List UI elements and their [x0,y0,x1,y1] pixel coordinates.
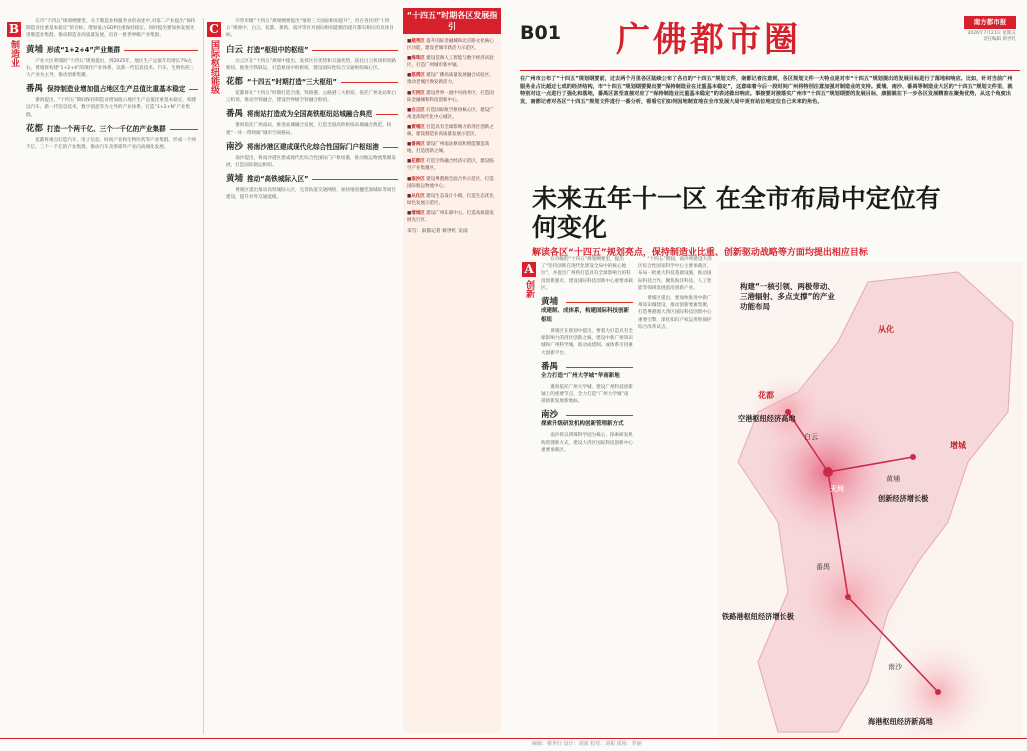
innovation-node [910,454,916,460]
subsection-heading [226,110,398,119]
sidebar-text: 打造具有全球影响力的湾区创新之核，建设制造业高质量发展示范区。 [407,124,494,138]
seaport-node [935,689,941,695]
subsection [226,78,398,104]
subsection [26,85,198,119]
column-intro: 在市“十四五”规划纲要里，关于制造业和服务业的表述中,对第二产业提出“保持制造业比重基本稳定”的目标，增加值占GDP比重保持稳定。同时提出要加快发展先进制造业集群，推动制造业高质量发展，培育一批世界级产业集群。 [26,19,196,39]
column-text: “十四五”期间，南沙将建设大湾区综合性国家科学中心主要承载区，布局一批重大科技基础设施，推动国际科技合作，聚焦海洋科技、人工智能等领域发展前沿创新产业。 [638,257,712,291]
subsection-heading [226,46,398,55]
map-label-zengcheng: 增城 [950,441,966,450]
map-label-nansha: 南沙 [888,663,902,671]
district-name: 黄埔 [541,297,559,308]
map-label-baiyun: 白云 [804,433,818,441]
subsection-title: 保持制造业增加值占地区生产总值比重基本稳定 [47,85,186,94]
section-letter: A [522,262,536,277]
sidebar-item: ■天河区 建设世界一流中央商务区，打造国际金融城和科技创新中心。 [407,90,494,103]
section-badge-a [522,262,536,298]
subsection-title: 全力打造“广州大学城”华南新地 [541,372,620,379]
subsection-text: 番禺提出，“十四五”期间保持制造业增加值占地区生产总值比重基本稳定，构建以汽车、新一代信息技术、数字创意等为主导的产业体系，打造“1+2+N”产业集群。 [26,98,197,118]
subsection-text: 白云区在“十四五”规划中提出，发挥区位优势和交通优势，依托白云机场和铁路枢纽，推进空铁联运，打造枢纽中的枢纽，建设国际性综合交通枢纽核心区。 [226,58,397,71]
sidebar-heading: “十四五”时期各区发展指引 [403,8,501,34]
subsection [541,298,633,357]
sidebar-district: 白云区 [411,107,425,113]
district-name: 南沙 [541,410,559,421]
map-label-innovation-pole: 创新经济增长极 [878,494,929,503]
column-text: 黄埔区提出，要加快推进中新广州知识城建设，推动创新要素集聚，打造粤港澳大湾区国际科技创新中心重要引擎，深化知识产权运用和保护综合改革试点。 [638,296,712,330]
district-name: 南沙 [226,141,244,152]
sidebar-text: 建设世界一流中央商务区，打造国际金融城和科技创新中心。 [407,90,494,103]
subsection-heading [26,85,198,94]
subsection-text: 番禺依托广州大学城，建设广州科技创新轴上的重要节点，全力打造“广州大学城”南部创新发展新地标。 [541,384,633,405]
map-label-airport-hub: 空港枢纽经济高地 [738,414,796,423]
sub-headline: 解读各区“十四五”规划亮点，保持制造业比重、创新驱动战略等方面均提出相应目标 [532,248,868,258]
sidebar-district: 番禺区 [411,142,425,148]
masthead [520,8,1020,68]
sidebar-item: ■番禺区 建设广州南站枢纽和智能制造高地，打造创新之城。 [407,142,490,155]
subsection-text: 黄埔区在规划中提出，要着力打造具有全球影响力的湾区创新之核，建设中新广州知识城和广州科学城，推动成建制、成体系引进重大创新平台。 [541,329,633,356]
subsection-heading [26,125,198,134]
map-label-tianhe: 天河 [830,485,844,493]
sidebar-item: ■白云区 打造国际航空枢纽核心区，建设广州北部现代化中心城区。 [407,107,494,120]
sidebar-text: 建设粤港澳全面合作示范区，打造国际航运物流中心。 [407,176,494,189]
sidebar-text: 建设广州东部中心，打造高质量发展先行区。 [407,210,494,223]
sidebar-district: 南沙区 [411,176,425,182]
district-name: 番禺 [26,84,44,95]
district-name: 花都 [26,123,44,134]
newspaper-logo: 南方都市报 [964,16,1016,29]
subsection [226,46,398,72]
sidebar-body [403,34,501,239]
industry-layout-map [718,262,1023,737]
map-label-seaport-hub: 海港枢纽经济新高地 [868,717,933,726]
sidebar-text: 打造空铁融合经济示范区，建设临空产业集聚区。 [407,159,494,172]
subsection [226,110,398,136]
subsection-title: “十四五”时期打造“三大枢纽” [247,78,337,87]
subsection [541,411,633,454]
sidebar-text: 建设广州南站枢纽和智能制造高地，打造创新之城。 [407,142,490,155]
sidebar-item: ■花都区 打造空铁融合经济示范区，建设临空产业集聚区。 [407,159,494,172]
district-name: 黄埔 [26,44,44,55]
sidebar-item: ■黄埔区 打造具有全球影响力的湾区创新之核，建设制造业高质量发展示范区。 [407,124,494,138]
subsection-heading [541,298,633,325]
subsection-text: 花都将重点打造汽车、电子信息、时尚产业和生物医药等产业集群，形成一个两千亿、三个一千亿的产业集群，推动汽车及零部件产业向高端化发展。 [26,137,196,151]
issue-meta [956,31,1016,43]
sidebar-byline: 采写：南都记者 蔡世红 吴雨 [407,229,468,235]
subsection-title: 探索升级研发机构创新管理新方式 [541,421,624,428]
subsection [226,143,398,169]
sidebar-district: 越秀区 [411,39,425,44]
subsection-title: 推动“高铁城际入区” [247,175,309,184]
subsection [541,363,633,406]
subsection-heading [541,363,633,381]
column-manufacturing [26,18,198,154]
subsection-text: 花都将在“十四五”时期打造空港、铁路港、公路港三大枢纽，依托广州北站和白云机场，推动空铁融合，建设世界级空铁融合枢纽。 [226,91,397,104]
subsection [26,125,198,151]
district-name: 黄埔 [226,174,244,185]
subsection-heading [26,46,198,55]
sidebar-item: ■海珠区 建设琶洲人工智能与数字经济试验区，打造广州城市新中轴。 [407,56,494,69]
map-graphic [718,262,1023,737]
map-label-huangpu: 黄埔 [886,475,900,483]
sidebar-text: 打造国际航空枢纽核心区，建设广州北部现代化中心城区。 [407,107,494,120]
page-footer [0,738,1027,751]
sidebar-text: 建设生态设计小镇，打造生态优先绿色发展示范区。 [407,193,494,206]
section-name: 创新 [524,280,534,298]
subsection-title: 打造“枢纽中的枢纽” [247,45,309,54]
map-label-panyu: 番禺 [816,563,830,571]
column-hub [226,18,398,205]
column-intro: 尽管市级“十四五”规划纲要提出“推进三大国际枢纽提升”，但在各区的“十四五”规划中，白云、花都、番禺、南沙等区对国际枢纽能级的提升都有相应的具体目标。 [226,19,394,39]
map-label-huadu: 花都 [758,391,774,400]
district-name: 番禺 [541,361,559,372]
column-innovation [541,256,633,457]
district-name: 番禺 [226,109,244,120]
column-innovation-continued [638,256,714,334]
core-node [823,467,833,477]
sidebar-district: 荔湾区 [411,73,425,79]
subsection-title: 形成“1+2+4”产业集群 [47,45,121,54]
issue-editor: 责任编辑 蔡世红 [983,37,1016,42]
headline: 未来五年十一区 在全市布局中定位有何变化 [532,184,941,242]
sidebar-district: 增城区 [411,210,425,216]
sidebar-text: 建设琶洲人工智能与数字经济试验区，打造广州城市新中轴。 [407,56,494,69]
subsection-text: 番禺依托广州南站，推进站城融合发展，打造全国高铁枢纽站城融合典范，构建“一环一带两廊”城市空间格局。 [226,123,392,136]
map-callout: 构建“一核引领、两极带动、三港辐射、多点支撑”的产业功能布局 [740,282,835,311]
section-name: 国际枢纽能级 [209,40,219,94]
map-label-rail-hub: 铁路港枢纽经济增长极 [722,612,794,621]
sidebar-text: 提升国际金融城和北京路文化核心区功能，建设老城市新活力示范区。 [407,39,494,52]
sidebar-item: ■越秀区 提升国际金融城和北京路文化核心区功能，建设老城市新活力示范区。 [407,39,494,52]
section-letter: C [207,22,221,37]
column-intro: 在市级的“十四五”规划纲要里，提出了“坚持创新在现代化建设全局中的核心地位”，并提出广州将打造具有全球影响力的科技创新强市，建设国际科技创新中心重要承载区。 [541,257,633,291]
sidebar-district: 海珠区 [411,56,425,62]
map-label-conghua: 从化 [878,325,894,334]
subsection-text: 产业大区黄埔的“十四五”规划提出，到2025年，地区生产总值年均增长7%左右。黄埔将构建“1+2+4”的现代产业体系，以新一代信息技术、汽车、生物医药三大产业为主导，推动创新集聚。 [26,58,195,79]
section-badge-c [207,22,221,94]
sidebar-item: ■荔湾区 建设广佛高质量发展融合试验区，推动老城区焕发新活力。 [407,73,494,86]
subsection-heading [541,411,633,429]
subsection-title: 将南沙港区建成现代化综合性国际门户枢纽港 [247,142,379,151]
subsection-text: 南沙将以明珠科学园为核心，探索研发机构管理新方式，建设大湾区国际科技创新中心重要承载区。 [541,433,633,453]
masthead-rule [520,70,1020,71]
subsection [26,46,198,80]
subsection-heading [226,143,398,152]
lead-paragraph: 在广州市公布了“十四五”规划纲要前，过去两个月里各区陆续公布了各自的“十四五”规划文件，南都记者注意到，各区规划文件一大特点是对市“十四五”规划提出的发展目标进行了落地和响应。比如，针对当前广州服务业占比超过七成的经济结构，市“十四五”规划纲要提出要“保持制造业在比重基本稳定”，这意味着今后一段时间广州将特别注意加强对制造业的支持。黄埔、南沙、番禺等制造业大区的“十四五”规划文件里，就特别对这一点进行了强化和落地，番禺区甚至直接对应了“保持制造业比重基本稳定”的表述做出响应。事接要对接落实广州市“十四五”规划纲要的发展目标，康据就在下一步各区发展精准在聚焦优势，从这个角度出发，南都记者对各区“十四五”规划文件进行一番分析，看看它们如何因地制宜地在全市发展大局中更有站位地定位自己未来的角色。 [520,76,1013,105]
subsection-title: 将南站打造成为全国高铁枢纽站城融合典范 [247,110,373,119]
section-badge-b [7,22,21,67]
subsection-heading [226,175,398,184]
district-guide-sidebar [403,8,501,733]
column-divider [203,18,204,734]
section-name: 制造业 [9,40,19,67]
issue-date: 2026年7月21日 星期五 [967,31,1016,36]
headline-block [532,184,952,258]
subsection-text: 黄埔区提出推动高铁城际入区，完善轨道交通网络，加快推进穗莞深城际等项目建设，提升对外交通能级。 [226,188,396,201]
subsection-title: 成建制、成体系，构建国际科技创新枢纽 [541,308,630,324]
footer-credits: 编辑：蔡世红 设计：刘冰 校对：刘振 质检：罗丽 [532,741,642,747]
sidebar-text: 建设广佛高质量发展融合试验区，推动老城区焕发新活力。 [407,73,494,86]
sidebar-item: ■从化区 建设生态设计小镇，打造生态优先绿色发展示范区。 [407,193,494,206]
section-letter: B [8,22,20,36]
sidebar-district: 花都区 [411,159,425,165]
district-name: 白云 [226,44,244,55]
sidebar-item: ■南沙区 建设粤港澳全面合作示范区，打造国际航运物流中心。 [407,176,494,189]
subsection-title: 打造一个两千亿、三个一千亿的产业集群 [47,124,166,133]
page-number: B01 [520,22,561,44]
sidebar-district: 从化区 [411,193,425,199]
rail-node [845,594,851,600]
sidebar-item: ■增城区 建设广州东部中心，打造高质量发展先行区。 [407,210,494,223]
subsection [226,175,398,201]
subsection-heading [226,78,398,87]
subsection-text: 南沙提出，将南沙港区建成现代化综合性国际门户枢纽港，推动航运物流集聚发展，打造国际航运枢纽。 [226,155,396,169]
sidebar-district: 天河区 [411,90,425,96]
sidebar-district: 黄埔区 [411,124,425,130]
district-name: 花都 [226,77,244,88]
page-title: 广佛都市圈 [616,20,801,60]
